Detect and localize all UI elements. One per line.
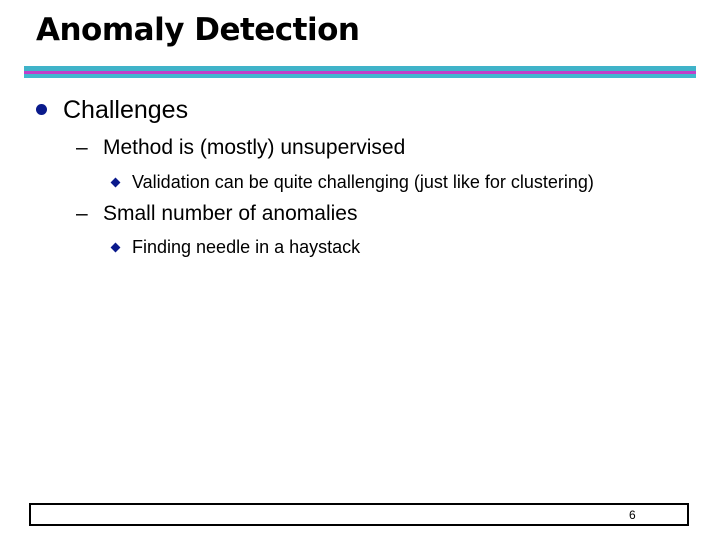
bullet-level1 <box>36 96 188 125</box>
bullet-text: Validation can be quite challenging (just like for clustering) <box>132 172 594 192</box>
bullet-text: Method is (mostly) unsupervised <box>103 136 406 159</box>
footer-box <box>29 503 689 526</box>
bullet-text: Small number of anomalies <box>103 202 358 225</box>
dash-bullet: – <box>76 136 88 159</box>
diamond-bullet-icon <box>111 178 121 188</box>
slide-title: Anomaly Detection <box>36 12 360 48</box>
page-number: 6 <box>629 508 636 522</box>
title-underline-bar-lower <box>24 74 696 78</box>
filled-circle-bullet-icon <box>36 104 47 115</box>
dash-bullet: – <box>76 202 88 225</box>
bullet-level2 <box>76 136 405 160</box>
bullet-level3 <box>112 237 360 258</box>
bullet-text: Finding needle in a haystack <box>132 237 361 257</box>
bullet-text: Challenges <box>63 96 189 124</box>
diamond-bullet-icon <box>111 243 121 253</box>
bullet-level3 <box>112 172 594 193</box>
bullet-level2 <box>76 202 357 226</box>
